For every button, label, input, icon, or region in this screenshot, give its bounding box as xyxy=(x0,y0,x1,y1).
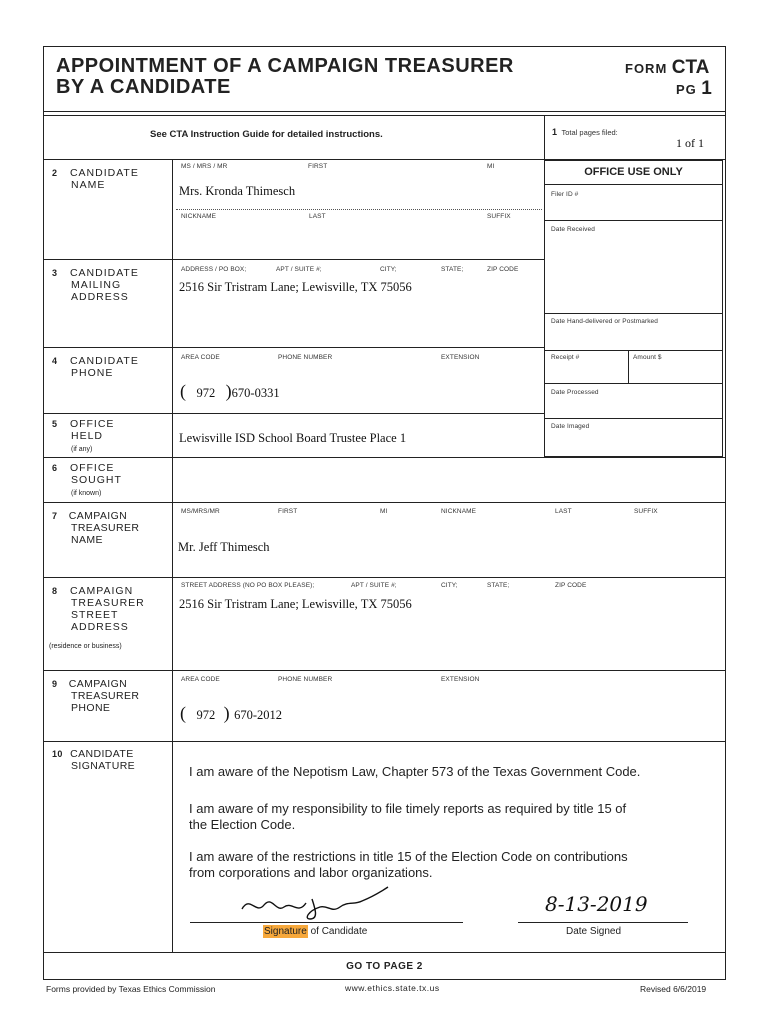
statement-line: from corporations and labor organizations. xyxy=(189,865,433,880)
hdr-suffix: SUFFIX xyxy=(634,508,658,515)
section-num: 3 xyxy=(52,268,59,278)
hdr-last: LAST xyxy=(555,508,572,515)
label-note: (if known) xyxy=(71,490,102,497)
statement-line: I am aware of the restrictions in title 15 of the Election Code on contributions xyxy=(189,849,628,864)
pages-label: Total pages filed: xyxy=(561,128,618,137)
divider xyxy=(43,457,726,458)
section-num: 9 xyxy=(52,679,58,689)
section-num: 6 xyxy=(52,463,59,473)
paren-close: ) xyxy=(225,381,232,401)
pg-number: 1 xyxy=(701,78,712,99)
label-line: TREASURER xyxy=(71,690,140,702)
office-use-title: OFFICE USE ONLY xyxy=(584,166,683,178)
paren-open: ( xyxy=(180,381,186,401)
hdr-first: FIRST xyxy=(308,163,328,170)
divider xyxy=(43,115,726,116)
candidate-signature xyxy=(236,885,396,925)
hdr-area: AREA CODE xyxy=(181,676,220,683)
hdr-nickname: NICKNAME xyxy=(441,508,477,515)
divider xyxy=(544,350,723,351)
section-num: 5 xyxy=(52,419,59,429)
label-line: CANDIDATE xyxy=(69,167,139,179)
divider xyxy=(544,115,545,159)
divider xyxy=(43,952,726,953)
statement-line: the Election Code. xyxy=(189,817,296,832)
divider xyxy=(43,347,544,348)
treasurer-name-value[interactable]: Mr. Jeff Thimesch xyxy=(178,540,270,554)
divider xyxy=(176,209,542,210)
label-line: TREASURER xyxy=(71,597,145,609)
treasurer-phone-label xyxy=(52,678,139,714)
paren-close: ) xyxy=(223,703,230,723)
treasurer-name-label xyxy=(52,510,139,546)
hdr-zip: ZIP CODE xyxy=(555,582,587,589)
hdr-mi: MI xyxy=(380,508,388,515)
statement-line: I am aware of my responsibility to file timely reports as required by title 15 of xyxy=(189,801,627,816)
treasurer-address-note: (residence or business) xyxy=(49,643,122,650)
divider xyxy=(43,111,726,112)
hdr-area: AREA CODE xyxy=(181,354,220,361)
candidate-address-label xyxy=(52,267,139,303)
label-line: ADDRESS xyxy=(71,291,129,303)
form-code xyxy=(625,57,709,79)
amount-label: Amount $ xyxy=(633,354,662,361)
label-line: CANDIDATE xyxy=(69,267,139,279)
treasurer-address-label xyxy=(52,585,145,633)
phone-number: 670-0331 xyxy=(231,386,280,400)
date-imaged-label: Date Imaged xyxy=(551,423,590,430)
footer-revised: Revised 6/6/2019 xyxy=(640,984,707,994)
receipt-label: Receipt # xyxy=(551,354,580,361)
hdr-state: STATE; xyxy=(441,266,464,273)
phone-number: 670-2012 xyxy=(234,708,283,722)
restrictions-statement xyxy=(189,849,628,881)
date-received-label: Date Received xyxy=(551,226,595,233)
office-use-box xyxy=(544,160,723,457)
hdr-ext: EXTENSION xyxy=(441,676,480,683)
candidate-name-value[interactable]: Mrs. Kronda Thimesch xyxy=(179,184,296,198)
label-line: OFFICE xyxy=(69,418,115,430)
form-prefix: FORM xyxy=(625,61,668,76)
nepotism-statement: I am aware of the Nepotism Law, Chapter 573 of the Texas Government Code. xyxy=(189,764,641,779)
divider xyxy=(628,350,629,383)
date-signed-label: Date Signed xyxy=(566,926,622,937)
label-line: CANDIDATE xyxy=(69,355,139,367)
divider xyxy=(172,159,173,952)
section-num: 2 xyxy=(52,168,59,178)
label-line: PHONE xyxy=(71,702,111,714)
go-to-page-2: GO TO PAGE 2 xyxy=(346,961,423,972)
hdr-mi: MI xyxy=(487,163,495,170)
date-processed-label: Date Processed xyxy=(551,389,599,396)
label-line: OFFICE xyxy=(69,462,115,474)
office-sought-label xyxy=(52,462,122,500)
signature-caption-rest: of Candidate xyxy=(307,926,368,937)
divider xyxy=(544,383,723,384)
signature-scribble-icon xyxy=(236,885,396,925)
hdr-phone: PHONE NUMBER xyxy=(278,676,333,683)
candidate-name-label xyxy=(52,167,139,191)
hdr-ext: EXTENSION xyxy=(441,354,480,361)
divider xyxy=(43,741,726,742)
label-line: NAME xyxy=(71,534,103,546)
candidate-phone-label xyxy=(52,355,139,379)
treasurer-phone-value[interactable] xyxy=(180,703,282,724)
paren-open: ( xyxy=(180,703,186,723)
footer-provider: Forms provided by Texas Ethics Commission xyxy=(46,984,216,994)
footer-url[interactable]: www.ethics.state.tx.us xyxy=(345,983,440,993)
signature-label xyxy=(52,748,135,772)
hdr-nickname: NICKNAME xyxy=(181,213,217,220)
hdr-suffix: SUFFIX xyxy=(487,213,511,220)
section-num: 7 xyxy=(52,511,58,521)
instructions-text: See CTA Instruction Guide for detailed instructions. xyxy=(150,129,383,140)
divider xyxy=(43,502,726,503)
signature-caption xyxy=(263,926,367,937)
section-num: 8 xyxy=(52,586,59,596)
pages-num: 1 xyxy=(552,127,558,137)
hdr-address: ADDRESS / PO BOX; xyxy=(181,266,247,273)
hdr-city: CITY; xyxy=(441,582,458,589)
filer-id-label: Filer ID # xyxy=(551,191,579,198)
date-signed-value[interactable]: 8-13-2019 xyxy=(545,892,648,916)
label-line: CAMPAIGN xyxy=(68,510,128,522)
divider xyxy=(544,313,723,314)
form-title xyxy=(56,56,514,98)
label-line: SOUGHT xyxy=(71,474,122,486)
hdr-apt: APT / SUITE #; xyxy=(351,582,397,589)
hdr-last: LAST xyxy=(309,213,326,220)
divider xyxy=(43,577,726,578)
label-line: TREASURER xyxy=(71,522,140,534)
page-indicator xyxy=(676,78,712,100)
total-pages-label xyxy=(552,122,618,140)
label-note: (if any) xyxy=(71,446,93,453)
divider xyxy=(43,259,544,260)
hdr-prefix: MS / MRS / MR xyxy=(181,163,228,170)
hdr-city: CITY; xyxy=(380,266,397,273)
office-held-label xyxy=(52,418,114,456)
hdr-state: STATE; xyxy=(487,582,510,589)
hand-delivered-label: Date Hand-delivered or Postmarked xyxy=(551,318,658,325)
area-code: 972 xyxy=(196,386,216,400)
hdr-street: STREET ADDRESS (NO PO BOX PLEASE); xyxy=(181,582,315,589)
hdr-first: FIRST xyxy=(278,508,298,515)
date-line xyxy=(518,922,688,923)
hdr-prefix: MS/MRS/MR xyxy=(181,508,220,515)
office-held-value[interactable]: Lewisville ISD School Board Trustee Place 1 xyxy=(179,431,407,445)
signature-line xyxy=(190,922,463,923)
divider xyxy=(544,184,723,185)
form-title-line2: BY A CANDIDATE xyxy=(56,76,231,98)
treasurer-address-value[interactable]: 2516 Sir Tristram Lane; Lewisville, TX 75056 xyxy=(179,597,412,611)
section-num: 4 xyxy=(52,356,59,366)
divider xyxy=(43,670,726,671)
form-title-line1: APPOINTMENT OF A CAMPAIGN TREASURER xyxy=(56,55,514,77)
candidate-address-value[interactable]: 2516 Sir Tristram Lane; Lewisville, TX 75056 xyxy=(179,280,412,294)
label-line: NAME xyxy=(71,179,106,191)
candidate-phone-value[interactable] xyxy=(180,381,280,402)
pg-prefix: PG xyxy=(676,82,697,97)
hdr-phone: PHONE NUMBER xyxy=(278,354,333,361)
divider xyxy=(43,413,544,414)
label-line: MAILING xyxy=(71,279,122,291)
hdr-apt: APT / SUITE #; xyxy=(276,266,322,273)
form-code-value: CTA xyxy=(671,57,710,78)
divider xyxy=(544,418,723,419)
label-line: CANDIDATE xyxy=(70,748,134,760)
label-line: STREET xyxy=(71,609,119,621)
total-pages-value: 1 of 1 xyxy=(676,136,704,150)
label-line: HELD xyxy=(71,430,104,442)
label-line: SIGNATURE xyxy=(71,760,136,772)
divider xyxy=(544,220,723,221)
label-line: CAMPAIGN xyxy=(68,678,128,690)
signature-word-highlight: Signature xyxy=(264,926,307,937)
label-line: ADDRESS xyxy=(71,621,129,633)
label-line: PHONE xyxy=(71,367,114,379)
area-code: 972 xyxy=(196,708,216,722)
section-num: 10 xyxy=(52,749,63,759)
hdr-zip: ZIP CODE xyxy=(487,266,519,273)
label-line: CAMPAIGN xyxy=(69,585,134,597)
reports-statement xyxy=(189,801,626,833)
